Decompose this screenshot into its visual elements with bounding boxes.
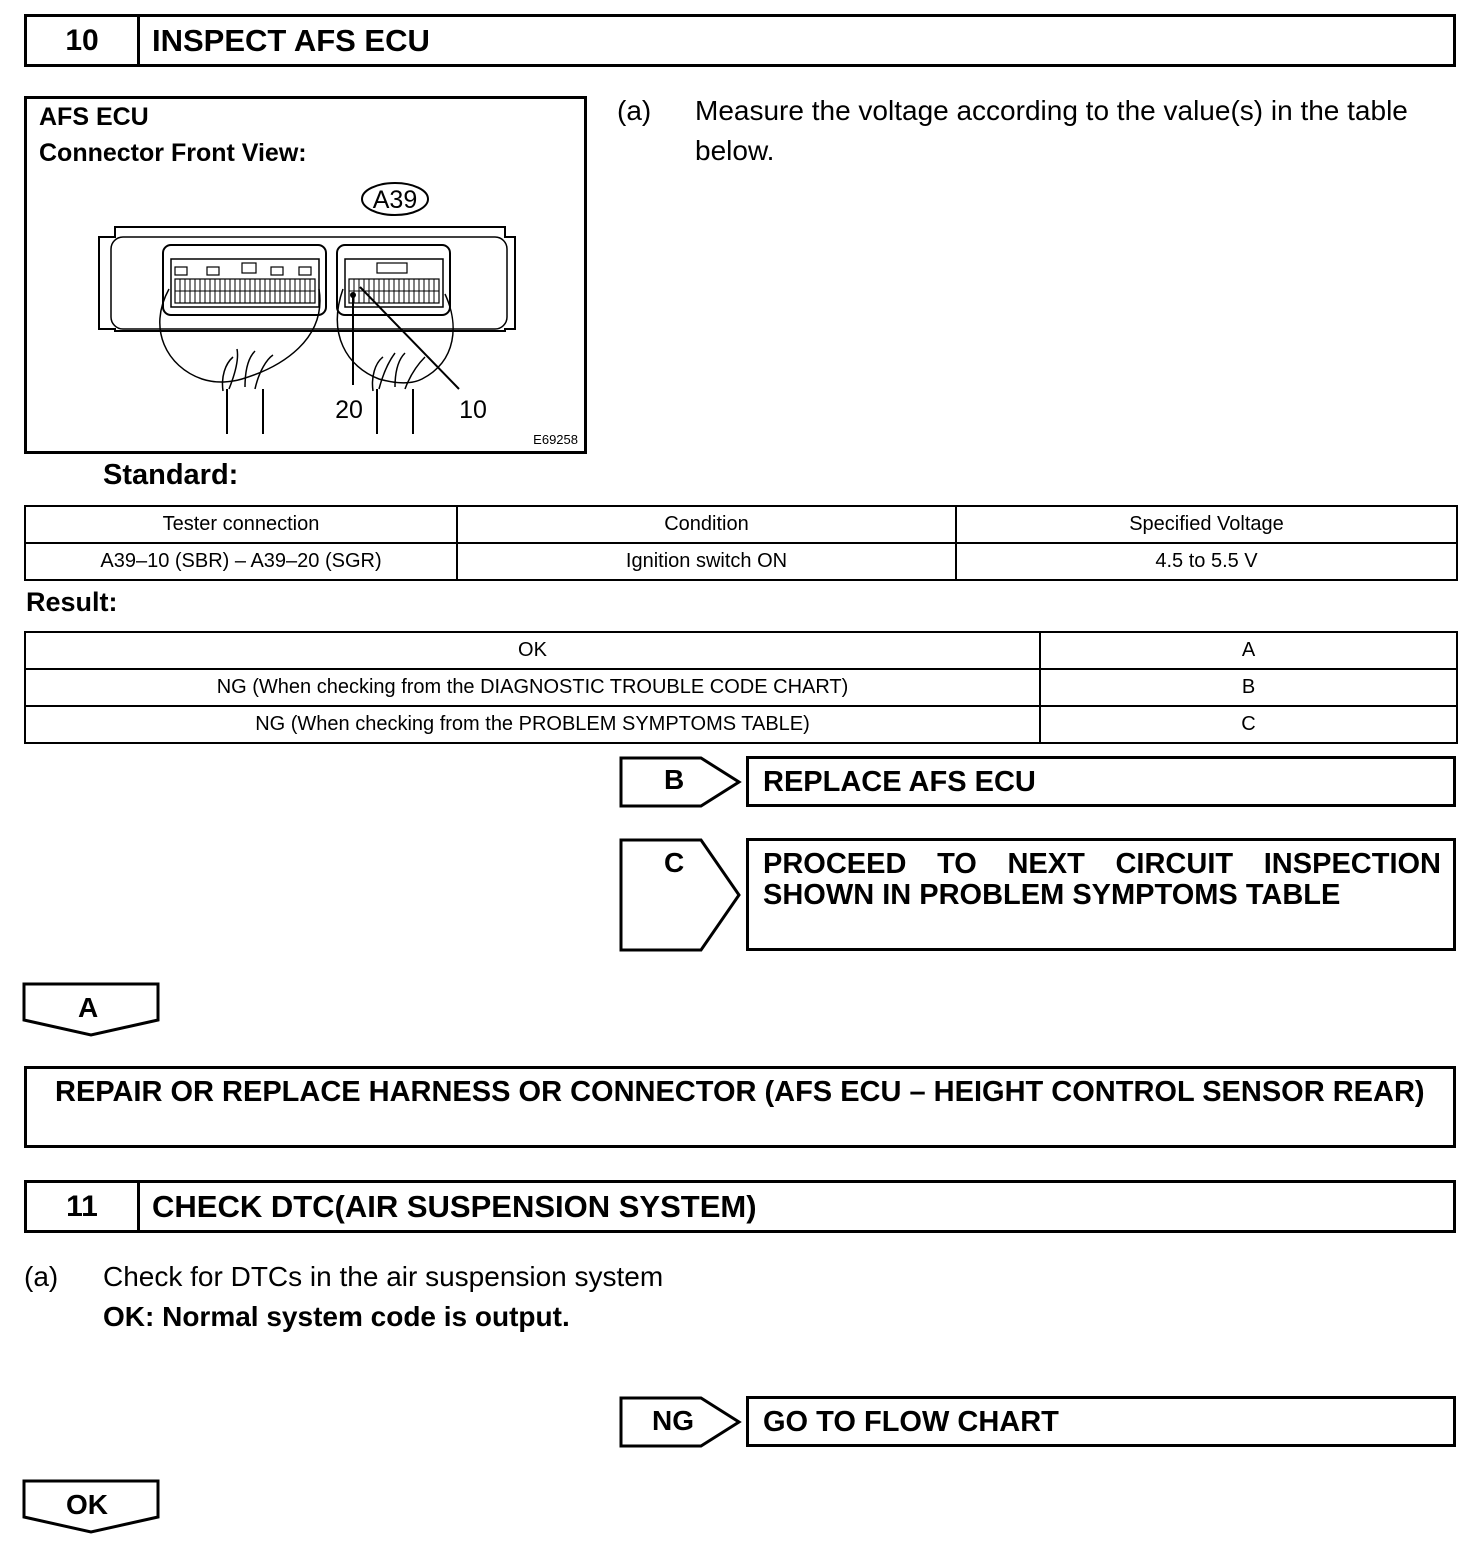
pin-label-20: 20: [335, 396, 363, 424]
left-cable: [227, 389, 263, 434]
result-table: [24, 631, 1458, 744]
step-title: CHECK DTC(AIR SUSPENSION SYSTEM): [152, 1188, 757, 1224]
result-label: Result:: [26, 587, 118, 617]
standard-table: [24, 505, 1458, 581]
branch-ng-action: GO TO FLOW CHART: [746, 1396, 1456, 1447]
table-cell: C: [1040, 706, 1457, 743]
table-cell: B: [1040, 669, 1457, 706]
table-cell: OK: [25, 632, 1040, 669]
right-cable: [377, 389, 413, 434]
branch-ng-letter: NG: [652, 1405, 694, 1436]
branch-b-action: REPLACE AFS ECU: [746, 756, 1456, 807]
table-cell: 4.5 to 5.5 V: [956, 543, 1457, 580]
branch-ok-letter: OK: [66, 1489, 108, 1520]
step-number: 11: [66, 1189, 98, 1223]
header-cell: Tester connection: [25, 506, 457, 543]
branch-b-letter: B: [664, 764, 685, 795]
figure-title-line2: Connector Front View:: [39, 139, 307, 167]
table-header-row: [25, 506, 1457, 543]
step-10-header: [24, 14, 1456, 67]
instruction-text: Check for DTCs in the air suspension system: [103, 1261, 664, 1292]
connector-drawing: [27, 99, 584, 451]
left-connector: [163, 245, 326, 315]
connector-figure: [24, 96, 587, 454]
branch-a-letter: A: [78, 992, 99, 1023]
table-row: [25, 543, 1457, 580]
table-row: [25, 706, 1457, 743]
table-cell: NG (When checking from the DIAGNOSTIC TROUBLE CODE CHART): [25, 669, 1040, 706]
connector-label: A39: [372, 186, 418, 214]
branch-c-letter: C: [664, 847, 685, 878]
table-cell: NG (When checking from the PROBLEM SYMPTOMS TABLE): [25, 706, 1040, 743]
ok-criteria: OK: Normal system code is output.: [103, 1301, 570, 1332]
step-number: 10: [65, 23, 99, 57]
branch-c-action: PROCEED TO NEXT CIRCUIT INSPECTION SHOWN IN PROBLEM SYMPTOMS TABLE: [746, 838, 1456, 951]
instruction-text: Measure the voltage according to the value(s) in the table below.: [695, 95, 1408, 166]
repair-action: REPAIR OR REPLACE HARNESS OR CONNECTOR (AFS ECU – HEIGHT CONTROL SENSOR REAR): [24, 1066, 1456, 1148]
instruction-marker: (a): [617, 95, 652, 126]
header-cell: Condition: [457, 506, 956, 543]
figure-code: E69258: [533, 432, 578, 447]
step-11-header: [24, 1180, 1456, 1233]
table-row: [25, 669, 1457, 706]
step-title: INSPECT AFS ECU: [152, 22, 430, 58]
table-cell: Ignition switch ON: [457, 543, 956, 580]
table-cell: A: [1040, 632, 1457, 669]
standard-label: Standard:: [103, 459, 239, 491]
table-cell: A39–10 (SBR) – A39–20 (SGR): [25, 543, 457, 580]
table-row: [25, 632, 1457, 669]
instruction-marker: (a): [24, 1261, 59, 1292]
header-cell: Specified Voltage: [956, 506, 1457, 543]
pin-label-10: 10: [459, 396, 487, 424]
figure-title-line1: AFS ECU: [39, 103, 149, 131]
